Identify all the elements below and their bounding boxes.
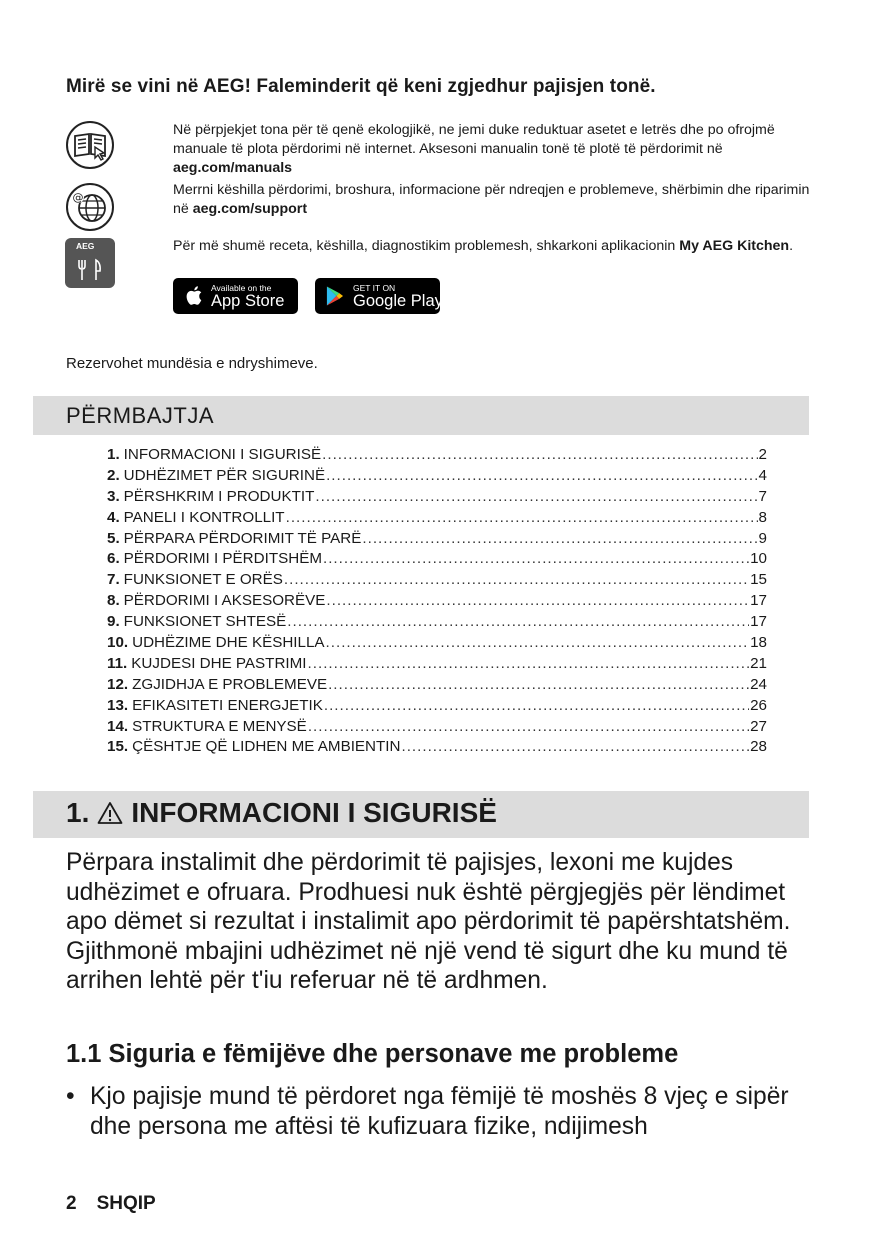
toc-entry-page: 17 (750, 613, 767, 631)
toc-entry-label: KUJDESI DHE PASTRIMI (131, 654, 307, 672)
manuals-text: Në përpjekjet tona për të qenë ekologjikë, ne jemi duke reduktuar asetet e letrës dhe po ofrojmë manuale të plota përdorimi në internet. Aksesoni manualin tonë të plotë të përdorimit në (173, 122, 775, 158)
toc-entry-page: 8 (758, 508, 767, 526)
toc-entry-number: 9. (107, 613, 120, 631)
apple-icon (185, 284, 204, 307)
toc-entry-label: UDHËZIME DHE KËSHILLA (132, 634, 325, 652)
toc-entry[interactable] (107, 509, 767, 530)
toc-leader-dots (286, 509, 758, 526)
table-of-contents (107, 446, 767, 759)
toc-entry-label: PËRSHKRIM I PRODUKTIT (123, 487, 315, 505)
toc-entry[interactable] (107, 613, 767, 634)
page-number: 2 (66, 1193, 77, 1214)
toc-entry[interactable] (107, 467, 767, 488)
toc-leader-dots (326, 592, 749, 609)
toc-entry-page: 4 (758, 466, 767, 484)
app-name: My AEG Kitchen (679, 238, 790, 254)
rights-notice: Rezervohet mundësia e ndryshimeve. (66, 355, 318, 372)
toc-entry[interactable] (107, 676, 767, 697)
toc-entry-page: 24 (750, 675, 767, 693)
google-play-badge[interactable] (315, 278, 443, 314)
bullet-mark: • (66, 1083, 75, 1110)
toc-entry-label: UDHËZIMET PËR SIGURINË (123, 466, 326, 484)
google-play-small-text: GET IT ON (353, 283, 396, 293)
toc-entry-number: 3. (107, 487, 120, 505)
toc-leader-dots (362, 530, 757, 547)
footer-language: SHQIP (96, 1193, 156, 1214)
list-item (66, 1082, 816, 1141)
support-info (173, 181, 813, 219)
toc-entry-number: 2. (107, 466, 120, 484)
manual-book-icon (65, 120, 115, 170)
section-number: 1. (66, 797, 90, 828)
toc-title: PËRMBAJTJA (66, 403, 215, 428)
toc-entry-number: 13. (107, 696, 129, 714)
section-title-text: INFORMACIONI I SIGURISË (131, 797, 497, 828)
toc-entry-number: 7. (107, 571, 120, 589)
toc-leader-dots (308, 718, 749, 735)
toc-entry-page: 28 (750, 738, 767, 756)
app-store-big-text: App Store (211, 292, 285, 310)
toc-entry-number: 12. (107, 675, 129, 693)
toc-entry-number: 11. (107, 654, 128, 672)
toc-entry-label: PËRDORIMI I AKSESORËVE (123, 592, 326, 610)
list-item-text: Kjo pajisje mund të përdoret nga fëmijë të moshës 8 vjeç e sipër dhe persona me aftësi të kufizuara fizike, ndijimesh (90, 1083, 789, 1140)
toc-leader-dots (315, 488, 757, 505)
toc-entry[interactable] (107, 655, 767, 676)
toc-entry-number: 14. (107, 717, 129, 735)
toc-entry[interactable] (107, 550, 767, 571)
toc-leader-dots (324, 697, 749, 714)
toc-entry-number: 4. (107, 508, 120, 526)
toc-entry[interactable] (107, 697, 767, 718)
toc-entry-label: STRUKTURA E MENYSË (132, 717, 307, 735)
toc-entry[interactable] (107, 592, 767, 613)
warning-triangle-icon (97, 801, 123, 825)
subsection-title: 1.1 Siguria e fëmijëve dhe personave me probleme (66, 1040, 679, 1068)
toc-entry-number: 8. (107, 592, 120, 610)
toc-entry-label: FUNKSIONET SHTESË (123, 613, 287, 631)
toc-leader-dots (287, 613, 749, 630)
toc-leader-dots (401, 738, 749, 755)
toc-entry-page: 15 (750, 571, 767, 589)
toc-entry-page: 21 (750, 654, 767, 672)
toc-entry-page: 2 (758, 446, 767, 463)
toc-entry-label: INFORMACIONI I SIGURISË (123, 446, 322, 463)
toc-entry[interactable] (107, 488, 767, 509)
toc-entry-label: EFIKASITETI ENERGJETIK (132, 696, 323, 714)
toc-entry-label: PËRPARA PËRDORIMIT TË PARË (123, 529, 362, 547)
toc-entry-page: 9 (758, 529, 767, 547)
toc-entry[interactable] (107, 718, 767, 739)
aeg-kitchen-app-icon (65, 238, 115, 288)
section-title (66, 797, 497, 829)
toc-entry-page: 10 (750, 550, 767, 568)
toc-entry-label: PËRDORIMI I PËRDITSHËM (123, 550, 322, 568)
svg-text:@: @ (72, 191, 84, 204)
toc-entry[interactable] (107, 446, 767, 467)
toc-entry-label: PANELI I KONTROLLIT (123, 508, 285, 526)
toc-entry-label: FUNKSIONET E ORËS (123, 571, 283, 589)
support-link[interactable]: aeg.com/support (192, 201, 308, 218)
toc-entry-label: ZGJIDHJA E PROBLEMEVE (132, 675, 328, 693)
toc-entry-number: 1. (107, 446, 120, 463)
toc-entry-label: ÇËSHTJE QË LIDHEN ME AMBIENTIN (132, 738, 401, 756)
google-play-icon (325, 285, 344, 307)
toc-entry-number: 5. (107, 529, 120, 547)
toc-leader-dots (323, 550, 749, 567)
section-body-text: Përpara instalimit dhe përdorimit të pajisjes, lexoni me kujdes udhëzimet e ofruara. Prodhuesi nuk është përgjegjës për lëndimet apo dëmet si rezultat i instalimit apo përdorimit të papërshtatshëm. Gjithmonë mbajini udhëzimet në një vend të sigurt dhe ku mund të arrihen lehtë për t'iu referuar në të ardhmen. (66, 849, 791, 994)
toc-entry[interactable] (107, 634, 767, 655)
app-store-small-text: Available on the (211, 283, 272, 293)
toc-entry-page: 27 (750, 717, 767, 735)
toc-entry-page: 18 (750, 634, 767, 652)
toc-entry[interactable] (107, 738, 767, 759)
google-play-big-text: Google Play (353, 292, 443, 310)
toc-entry-number: 15. (107, 738, 129, 756)
toc-leader-dots (328, 676, 749, 693)
toc-entry-page: 17 (750, 592, 767, 610)
app-info: Për më shumë receta, këshilla, diagnostikim problemesh, shkarkoni aplikacionin My AEG Kitchen. (173, 238, 794, 254)
manuals-link[interactable]: aeg.com/manuals (173, 160, 293, 177)
globe-support-icon (65, 182, 115, 232)
app-text: Për më shumë receta, këshilla, diagnostikim problemesh, shkarkoni aplikacionin (173, 238, 680, 254)
page-footer (66, 1193, 156, 1215)
toc-leader-dots (326, 467, 757, 484)
toc-leader-dots (322, 446, 757, 463)
toc-entry[interactable] (107, 571, 767, 592)
manuals-info (173, 121, 813, 179)
aeg-app-icon-label: AEG (76, 241, 95, 251)
toc-entry-number: 10. (107, 634, 129, 652)
toc-leader-dots (326, 634, 750, 651)
app-store-badge[interactable] (173, 278, 298, 314)
toc-entry-page: 26 (750, 696, 767, 714)
toc-leader-dots (308, 655, 750, 672)
toc-entry-number: 6. (107, 550, 120, 568)
toc-entry-page: 7 (758, 487, 767, 505)
support-text: Merrni këshilla përdorimi, broshura, informacione për ndreqjen e problemeve, shërbimin dhe riparimin në (173, 182, 810, 218)
toc-leader-dots (284, 571, 749, 588)
welcome-heading: Mirë se vini në AEG! Faleminderit që keni zgjedhur pajisjen tonë. (66, 76, 656, 97)
toc-entry[interactable] (107, 530, 767, 551)
